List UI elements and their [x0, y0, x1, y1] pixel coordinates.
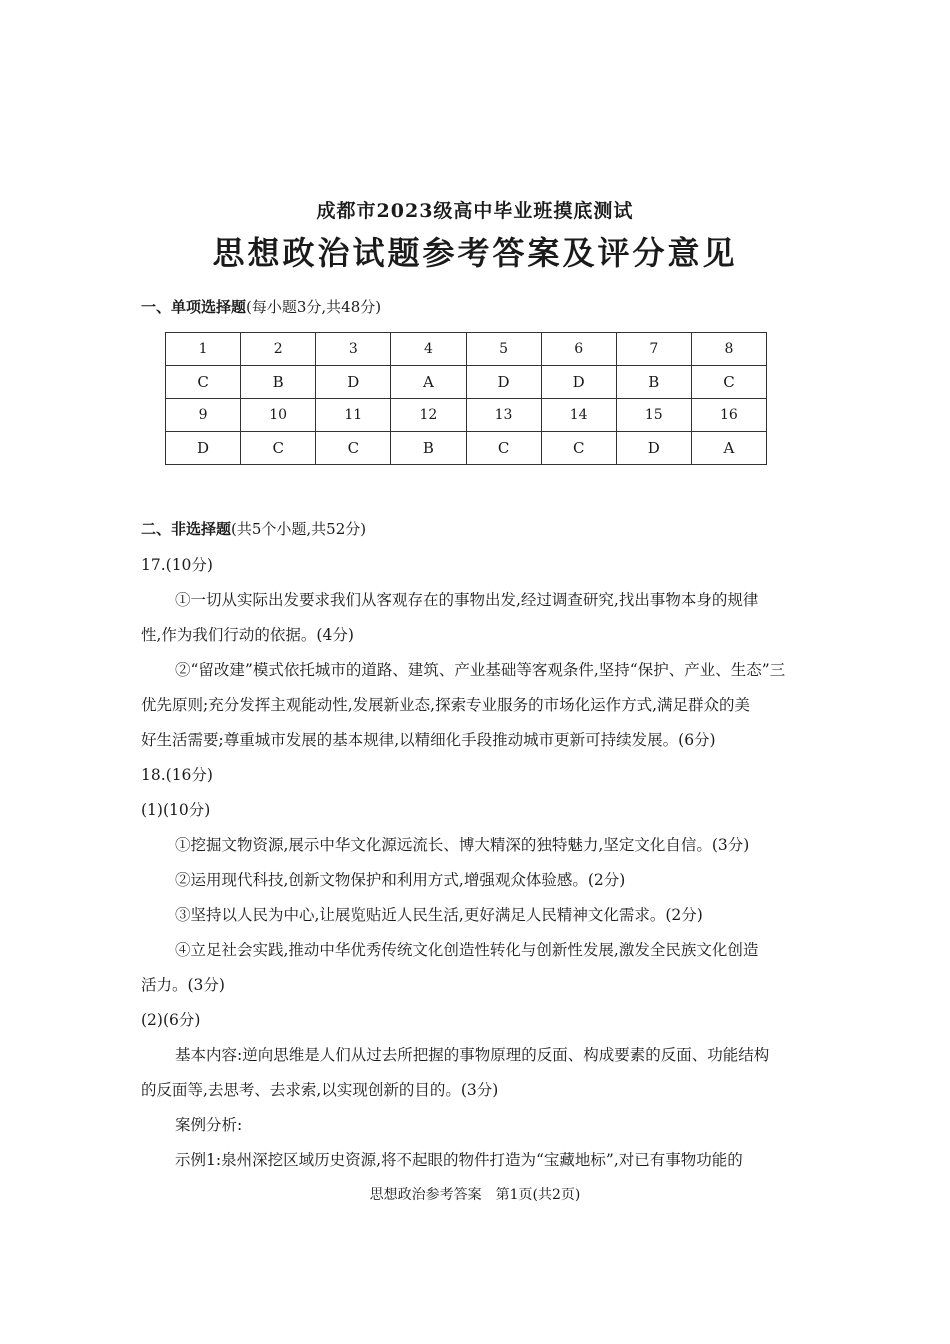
- answer-cell: B: [391, 432, 466, 465]
- answer-table: [165, 332, 767, 465]
- answer-cell: C: [316, 432, 391, 465]
- question-number: 8: [691, 333, 766, 366]
- answer-line: ④立足社会实践,推动中华优秀传统文化创造性转化与创新性发展,激发全民族文化创造: [175, 941, 759, 959]
- answer-cell: B: [241, 366, 316, 399]
- question-number: 7: [616, 333, 691, 366]
- exam-subtitle: 成都市2023级高中毕业班摸底测试: [316, 200, 634, 222]
- question-number: 10: [241, 399, 316, 432]
- answer-line: 好生活需要;尊重城市发展的基本规律,以精细化手段推动城市更新可持续发展。(6分): [141, 731, 716, 749]
- table-row: [166, 432, 767, 465]
- answer-cell: D: [466, 366, 541, 399]
- sub-question-heading: (2)(6分): [141, 1011, 201, 1029]
- question-number: 9: [166, 399, 241, 432]
- answer-line: 示例1:泉州深挖区域历史资源,将不起眼的物件打造为“宝藏地标”,对已有事物功能的: [175, 1151, 743, 1169]
- answer-line: ①挖掘文物资源,展示中华文化源远流长、博大精深的独特魅力,坚定文化自信。(3分): [175, 836, 750, 854]
- question-number: 1: [166, 333, 241, 366]
- answer-line: 基本内容:逆向思维是人们从过去所把握的事物原理的反面、构成要素的反面、功能结构: [175, 1046, 770, 1064]
- sub-question-heading: (1)(10分): [141, 801, 211, 819]
- answer-line: ②运用现代科技,创新文物保护和利用方式,增强观众体验感。(2分): [175, 871, 626, 889]
- question-number: 6: [541, 333, 616, 366]
- question-number: 11: [316, 399, 391, 432]
- page-footer: 思想政治参考答案 第1页(共2页): [369, 1187, 581, 1203]
- answer-cell: D: [616, 432, 691, 465]
- answer-line: ②“留改建”模式依托城市的道路、建筑、产业基础等客观条件,坚持“保护、产业、生态”三: [175, 661, 786, 679]
- answer-line: ①一切从实际出发要求我们从客观存在的事物出发,经过调查研究,找出事物本身的规律: [175, 591, 759, 609]
- answer-line: 活力。(3分): [141, 976, 225, 994]
- question-number: 2: [241, 333, 316, 366]
- section-2-title: 二、非选择题: [141, 520, 232, 538]
- question-18-heading: 18.(16分): [141, 766, 213, 784]
- table-row: [166, 333, 767, 366]
- answer-line: 案例分析:: [175, 1116, 243, 1134]
- question-number: 15: [616, 399, 691, 432]
- question-17-heading: 17.(10分): [141, 556, 213, 574]
- question-number: 3: [316, 333, 391, 366]
- answer-line: ③坚持以人民为中心,让展览贴近人民生活,更好满足人民精神文化需求。(2分): [175, 906, 703, 924]
- answer-cell: A: [391, 366, 466, 399]
- table-row: [166, 399, 767, 432]
- section-1-note: (每小题3分,共48分): [246, 298, 382, 316]
- answer-cell: D: [316, 366, 391, 399]
- question-number: 12: [391, 399, 466, 432]
- question-number: 13: [466, 399, 541, 432]
- answer-cell: C: [241, 432, 316, 465]
- answer-line: 性,作为我们行动的依据。(4分): [141, 626, 354, 644]
- answer-cell: C: [166, 366, 241, 399]
- answer-cell: C: [691, 366, 766, 399]
- section-2-note: (共5个小题,共52分): [231, 520, 367, 538]
- question-number: 16: [691, 399, 766, 432]
- question-number: 14: [541, 399, 616, 432]
- table-row: [166, 366, 767, 399]
- page-title: 思想政治试题参考答案及评分意见: [212, 234, 738, 272]
- section-2-heading: [141, 518, 366, 539]
- answer-cell: A: [691, 432, 766, 465]
- question-number: 5: [466, 333, 541, 366]
- answer-cell: D: [166, 432, 241, 465]
- section-1-title: 一、单项选择题: [141, 298, 247, 316]
- answer-cell: C: [466, 432, 541, 465]
- answer-cell: C: [541, 432, 616, 465]
- section-1-heading: [141, 296, 381, 317]
- question-number: 4: [391, 333, 466, 366]
- answer-line: 优先原则;充分发挥主观能动性,发展新业态,探索专业服务的市场化运作方式,满足群众的美: [141, 696, 751, 714]
- answer-cell: B: [616, 366, 691, 399]
- answer-line: 的反面等,去思考、去求索,以实现创新的目的。(3分): [141, 1081, 499, 1099]
- answer-cell: D: [541, 366, 616, 399]
